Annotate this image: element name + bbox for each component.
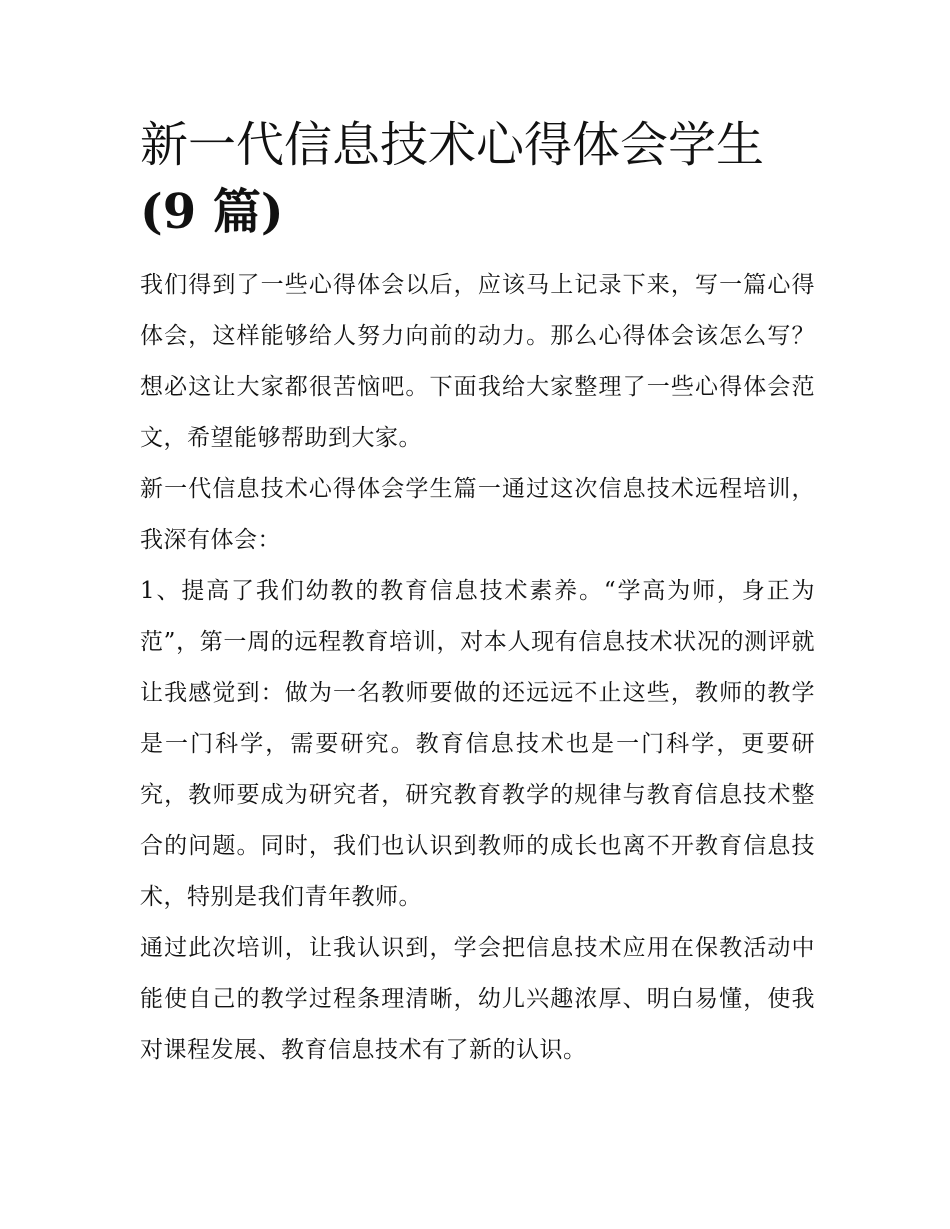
intro-paragraph: 我们得到了一些心得体会以后，应该马上记录下来，写一篇心得体会，这样能够给人努力向前的动力。那么心得体会该怎么写？想必这让大家都很苦恼吧。下面我给大家整理了一些心得体会范文，希望能够帮助到大家。	[140, 272, 815, 451]
point-one-paragraph: 1、提高了我们幼教的教育信息技术素养。“学高为师，身正为范”，第一周的远程教育培训，对本人现有信息技术状况的测评就让我感觉到：做为一名教师要做的还远远不止这些，教师的教学是一门科学，需要研究。教育信息技术也是一门科学，更要研究，教师要成为研究者，研究教育教学的规律与教育信息技术整合的问题。同时，我们也认识到教师的成长也离不开教育信息技术，特别是我们青年教师。	[140, 578, 815, 910]
title-line-1: 新一代信息技术心得体会学生	[140, 117, 765, 173]
title-line-2: (9 篇)	[140, 184, 284, 240]
document-title	[140, 112, 815, 246]
document-body	[140, 260, 815, 1076]
section-heading-paragraph: 新一代信息技术心得体会学生篇一通过这次信息技术远程培训，我深有体会：	[140, 476, 815, 553]
document-content	[140, 112, 815, 1076]
training-reflection-paragraph: 通过此次培训，让我认识到，学会把信息技术应用在保教活动中能使自己的教学过程条理清晰，幼儿兴趣浓厚、明白易懂，使我对课程发展、教育信息技术有了新的认识。	[140, 935, 815, 1063]
